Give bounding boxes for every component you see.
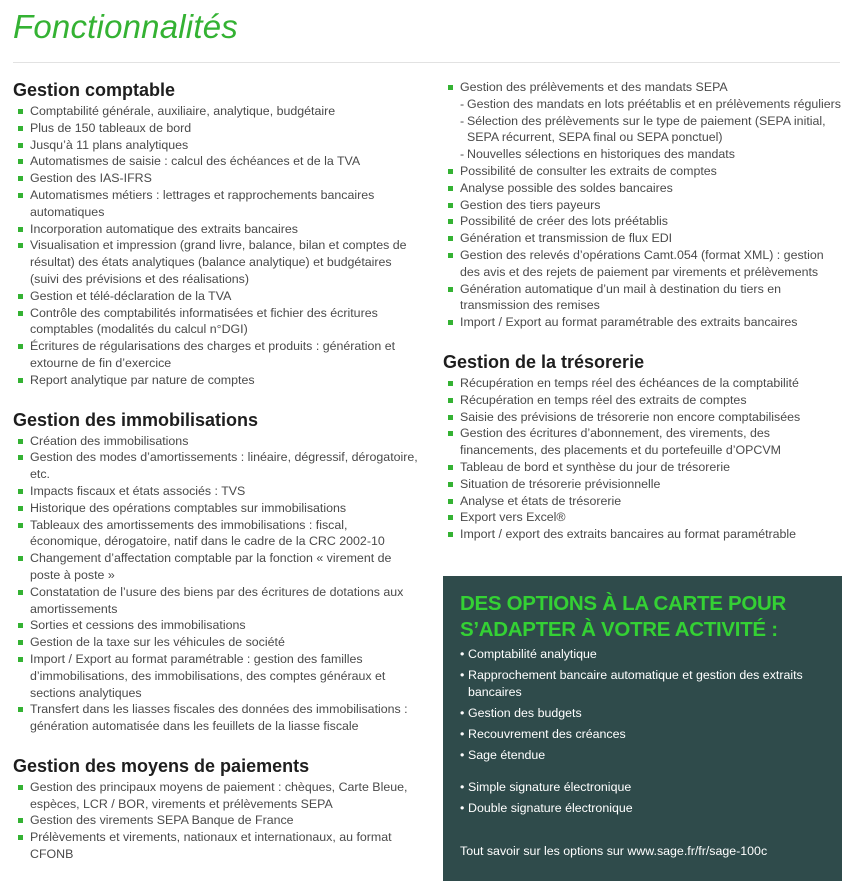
section-title-gestion-tresorerie: Gestion de la trésorerie [443, 351, 645, 372]
list-item: Visualisation et impression (grand livre, balance, bilan et comptes de résultat) des états analytiques (balance analytique) et budgétaires (suivi des prévisions et des réalisations) [13, 237, 418, 287]
option-item: • Double signature électronique [460, 800, 830, 817]
list-gestion-comptable [13, 103, 418, 389]
list-item: Création des immobilisations [13, 433, 418, 450]
list-item: Récupération en temps réel des échéances de la comptabilité [443, 375, 843, 392]
list-item: Import / export des extraits bancaires au format paramétrable [443, 526, 843, 543]
list-gestion-immobilisations [13, 433, 418, 735]
section-title-gestion-comptable: Gestion comptable [13, 80, 176, 100]
list-item: Jusqu’à 11 plans analytiques [13, 137, 418, 154]
list-item: Gestion et télé-déclaration de la TVA [13, 288, 418, 305]
list-item: Prélèvements et virements, nationaux et internationaux, au format CFONB [13, 829, 418, 863]
list-item: Incorporation automatique des extraits bancaires [13, 221, 418, 238]
list-item: Génération et transmission de flux EDI [443, 230, 843, 247]
option-item: • Gestion des budgets [460, 705, 830, 722]
list-item: Tableaux des amortissements des immobilisations : fiscal, économique, dérogatoire, natif dans le cadre de la CRC 2002-10 [13, 517, 418, 551]
options-link-text: Tout savoir sur les options sur www.sage.fr/fr/sage-100c [460, 844, 768, 858]
section-title-gestion-immobilisations: Gestion des immobilisations [13, 409, 259, 430]
list-item: Impacts fiscaux et états associés : TVS [13, 483, 418, 500]
list-item: Plus de 150 tableaux de bord [13, 120, 418, 137]
list-subitem [443, 146, 843, 163]
list-item: Automatismes métiers : lettrages et rapprochements bancaires automatiques [13, 187, 418, 221]
list-item: Gestion des écritures d’abonnement, des virements, des financements, des placements et du portefeuille d’OPCVM [443, 425, 843, 459]
list-item: Tableau de bord et synthèse du jour de trésorerie [443, 459, 843, 476]
list-item: Possibilité de créer des lots préétablis [443, 213, 843, 230]
left-column [13, 79, 418, 863]
option-item: • Simple signature électronique [460, 779, 830, 796]
list-item: Import / Export au format paramétrable : gestion des familles d’immobilisations, des immobilisations, des comptes généraux et sections analytiques [13, 651, 418, 701]
list-gestion-tresorerie [443, 375, 843, 543]
list-gestion-moyens-paiements [13, 779, 418, 863]
list-item: Constatation de l’usure des biens par des écritures de dotations aux amortissements [13, 584, 418, 618]
list-item: Export vers Excel® [443, 509, 843, 526]
list-item: Gestion de la taxe sur les véhicules de société [13, 634, 418, 651]
list-subitem-text: - Gestion des mandats en lots préétablis et en prélèvements réguliers [467, 96, 841, 111]
list-item: Gestion des virements SEPA Banque de France [13, 812, 418, 829]
list-item: Import / Export au format paramétrable des extraits bancaires [443, 314, 843, 331]
list-item: Situation de trésorerie prévisionnelle [443, 476, 843, 493]
list-item: Gestion des modes d’amortissements : linéaire, dégressif, dérogatoire, etc. [13, 449, 418, 483]
list-item: Possibilité de consulter les extraits de comptes [443, 163, 843, 180]
list-item: Génération automatique d’un mail à destination du tiers en transmission des remises [443, 281, 843, 315]
section-gestion-comptable [13, 79, 418, 389]
list-item: Analyse possible des soldes bancaires [443, 180, 843, 197]
list-item: Gestion des relevés d’opérations Camt.054 (format XML) : gestion des avis et des rejets de paiement par virements et prélèvements [443, 247, 843, 281]
right-column [443, 79, 843, 543]
option-item: • Sage étendue [460, 747, 830, 764]
options-title: DES OPTIONS À LA CARTE POUR S’ADAPTER À VOTRE ACTIVITÉ : [460, 592, 786, 641]
list-subitem-text: - Sélection des prélèvements sur le type de paiement (SEPA initial, SEPA récurrent, SEPA final ou SEPA ponctuel) [467, 113, 826, 145]
section-gestion-tresorerie [443, 351, 843, 543]
list-gestion-prelevements [443, 79, 843, 331]
list-item: Transfert dans les liasses fiscales des données des immobilisations : génération automatisée dans les feuillets de la liasse fiscale [13, 701, 418, 735]
list-item: Contrôle des comptabilités informatisées et fichier des écritures comptables (modalités du calcul n°DGI) [13, 305, 418, 339]
list-item: Gestion des prélèvements et des mandats SEPA [443, 79, 843, 96]
list-item: Récupération en temps réel des extraits de comptes [443, 392, 843, 409]
section-gestion-moyens-paiements [13, 755, 418, 863]
list-subitem-text: - Nouvelles sélections en historiques des mandats [467, 147, 735, 162]
list-item: Automatismes de saisie : calcul des échéances et de la TVA [13, 153, 418, 170]
list-item: Gestion des principaux moyens de paiement : chèques, Carte Bleue, espèces, LCR / BOR, virements et prélèvements SEPA [13, 779, 418, 813]
list-subitem [443, 113, 843, 147]
options-list [460, 646, 830, 821]
list-item: Gestion des tiers payeurs [443, 197, 843, 214]
list-item: Saisie des prévisions de trésorerie non encore comptabilisées [443, 409, 843, 426]
list-item: Sorties et cessions des immobilisations [13, 617, 418, 634]
option-item: • Comptabilité analytique [460, 646, 830, 663]
title-divider [13, 62, 840, 63]
list-item: Comptabilité générale, auxiliaire, analytique, budgétaire [13, 103, 418, 120]
section-gestion-prelevements [443, 79, 843, 331]
page-title: Fonctionnalités [13, 8, 238, 45]
list-item: Gestion des IAS-IFRS [13, 170, 418, 187]
list-item: Report analytique par nature de comptes [13, 372, 418, 389]
list-item: Écritures de régularisations des charges et produits : génération et extourne de fin d’exercice [13, 338, 418, 372]
section-title-gestion-moyens-paiements: Gestion des moyens de paiements [13, 755, 310, 776]
section-gestion-immobilisations [13, 409, 418, 735]
list-item: Analyse et états de trésorerie [443, 493, 843, 510]
list-item: Changement d’affectation comptable par la fonction « virement de poste à poste » [13, 550, 418, 584]
options-box [443, 576, 842, 881]
option-item: • Rapprochement bancaire automatique et gestion des extraits bancaires [460, 667, 830, 700]
option-item: • Recouvrement des créances [460, 726, 830, 743]
list-subitem [443, 96, 843, 113]
list-item: Historique des opérations comptables sur immobilisations [13, 500, 418, 517]
